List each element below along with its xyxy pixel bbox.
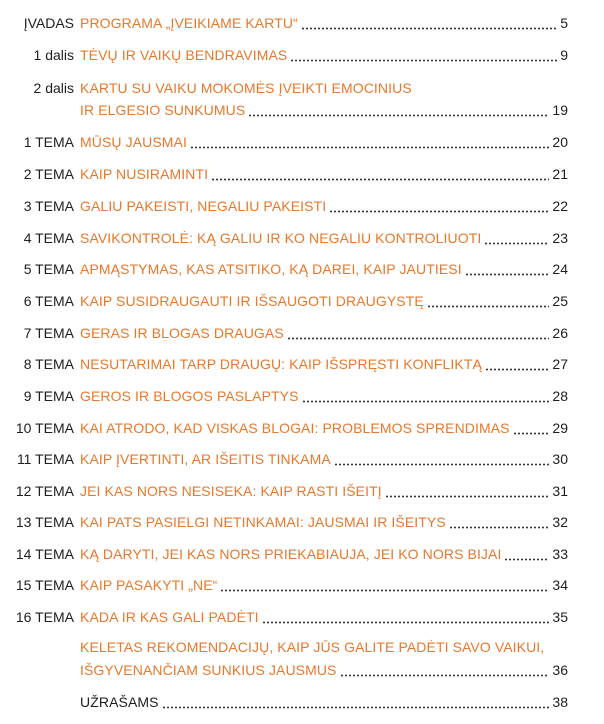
toc-label: 2 TEMA [23, 166, 74, 182]
leader-dots [262, 606, 550, 628]
toc-page-number: 9 [560, 47, 568, 63]
leader-dots [513, 417, 550, 439]
toc-page-number: 19 [552, 102, 568, 118]
toc-page-number: 36 [552, 662, 568, 678]
toc-title-line-1: KELETAS REKOMENDACIJŲ, KAIP JŪS GALITE PADĖTI SAVO VAIKUI, [80, 639, 545, 655]
toc-title: UŽRAŠAMS [80, 694, 159, 710]
leader-dots [287, 322, 550, 344]
toc-title: NESUTARIMAI TARP DRAUGŲ: KAIP IŠSPRĘSTI KONFLIKTĄ [80, 356, 482, 372]
leader-dots [340, 659, 550, 681]
toc-page-number: 33 [552, 546, 568, 562]
toc-label: 6 TEMA [23, 293, 74, 309]
toc-title-line-1: KARTU SU VAIKU MOKOMĖS ĮVEIKTI EMOCINIUS [80, 80, 412, 96]
toc-title: KAIP NUSIRAMINTI [80, 166, 209, 182]
leader-dots [449, 511, 550, 533]
toc-title: GERAS IR BLOGAS DRAUGAS [80, 325, 284, 341]
toc-title-line-2: IŠGYVENANČIAM SUNKIUS JAUSMUS [80, 662, 337, 678]
toc-page-number: 30 [552, 451, 568, 467]
leader-dots [427, 290, 550, 312]
toc-title: GALIU PAKEISTI, NEGALIU PAKEISTI [80, 198, 327, 214]
toc-label: 15 TEMA [15, 577, 74, 593]
toc-title-line-2: IR ELGESIO SUNKUMUS [80, 102, 246, 118]
toc-page-number: 5 [560, 15, 568, 31]
toc-page-number: 20 [552, 134, 568, 150]
leader-dots [302, 385, 550, 407]
toc-title: MŪSŲ JAUSMAI [80, 134, 187, 150]
leader-dots [220, 574, 549, 596]
toc-label: 8 TEMA [23, 356, 74, 372]
toc-page-number: 35 [552, 609, 568, 625]
toc-label: 14 TEMA [15, 546, 74, 562]
toc-page-number: 21 [552, 166, 568, 182]
leader-dots [465, 258, 550, 280]
leader-dots [484, 227, 549, 249]
leader-dots [485, 353, 550, 375]
toc-label: 7 TEMA [23, 325, 74, 341]
toc-page-number: 34 [552, 577, 568, 593]
leader-dots [290, 44, 557, 66]
leader-dots [301, 12, 557, 34]
toc-label: ĮVADAS [23, 15, 74, 31]
toc-page-number: 32 [552, 514, 568, 530]
toc-label: 2 dalis [33, 80, 74, 96]
toc-title: KADA IR KAS GALI PADĖTI [80, 609, 259, 625]
leader-dots [211, 163, 549, 185]
toc-label: 3 TEMA [23, 198, 74, 214]
toc-title: KĄ DARYTI, JEI KAS NORS PRIEKABIAUJA, JEI KO NORS BIJAI [80, 546, 502, 562]
toc-title: KAI PATS PASIELGI NETINKAMAI: JAUSMAI IR IŠEITYS [80, 514, 446, 530]
toc-page-number: 26 [552, 325, 568, 341]
toc-label: 11 TEMA [16, 451, 74, 467]
leader-dots [162, 691, 550, 713]
toc-title: PROGRAMA „ĮVEIKIAME KARTU“ [80, 15, 298, 31]
toc-title: TĖVŲ IR VAIKŲ BENDRAVIMAS [80, 47, 288, 63]
leader-dots [385, 480, 550, 502]
toc-page-number: 38 [552, 694, 568, 710]
toc-label: 5 TEMA [23, 261, 74, 277]
toc-title: KAIP ĮVERTINTI, AR IŠEITIS TINKAMA [80, 451, 331, 467]
toc-title: KAIP PASAKYTI „NE“ [80, 577, 218, 593]
toc-label: 10 TEMA [15, 420, 74, 436]
toc-title: SAVIKONTROLĖ: KĄ GALIU IR KO NEGALIU KONTROLIUOTI [80, 230, 482, 246]
toc-page-number: 29 [552, 420, 568, 436]
toc-title: KAIP SUSIDRAUGAUTI IR IŠSAUGOTI DRAUGYSTĘ [80, 293, 424, 309]
toc-title: KAI ATRODO, KAD VISKAS BLOGAI: PROBLEMOS SPRENDIMAS [80, 420, 510, 436]
toc-title: JEI KAS NORS NESISEKA: KAIP RASTI IŠEITĮ [80, 483, 382, 499]
toc-page-number: 28 [552, 388, 568, 404]
toc-page-number: 22 [552, 198, 568, 214]
toc-label: 1 dalis [33, 47, 74, 63]
toc-page-number: 24 [552, 261, 568, 277]
toc-label: 13 TEMA [15, 514, 74, 530]
toc-label: 9 TEMA [23, 388, 74, 404]
toc-page-number: 27 [552, 356, 568, 372]
leader-dots [190, 131, 549, 153]
toc-label: 16 TEMA [15, 609, 74, 625]
toc-title: GEROS IR BLOGOS PASLAPTYS [80, 388, 299, 404]
leader-dots [504, 543, 549, 565]
leader-dots [248, 99, 549, 121]
toc-label: 4 TEMA [23, 230, 74, 246]
toc-label: 12 TEMA [15, 483, 74, 499]
toc-label: 1 TEMA [23, 134, 74, 150]
toc-title: APMĄSTYMAS, KAS ATSITIKO, KĄ DAREI, KAIP JAUTIESI [80, 261, 462, 277]
toc-page-number: 23 [552, 230, 568, 246]
toc-page-number: 25 [552, 293, 568, 309]
leader-dots [329, 195, 549, 217]
leader-dots [334, 448, 550, 470]
toc-page-number: 31 [552, 483, 568, 499]
